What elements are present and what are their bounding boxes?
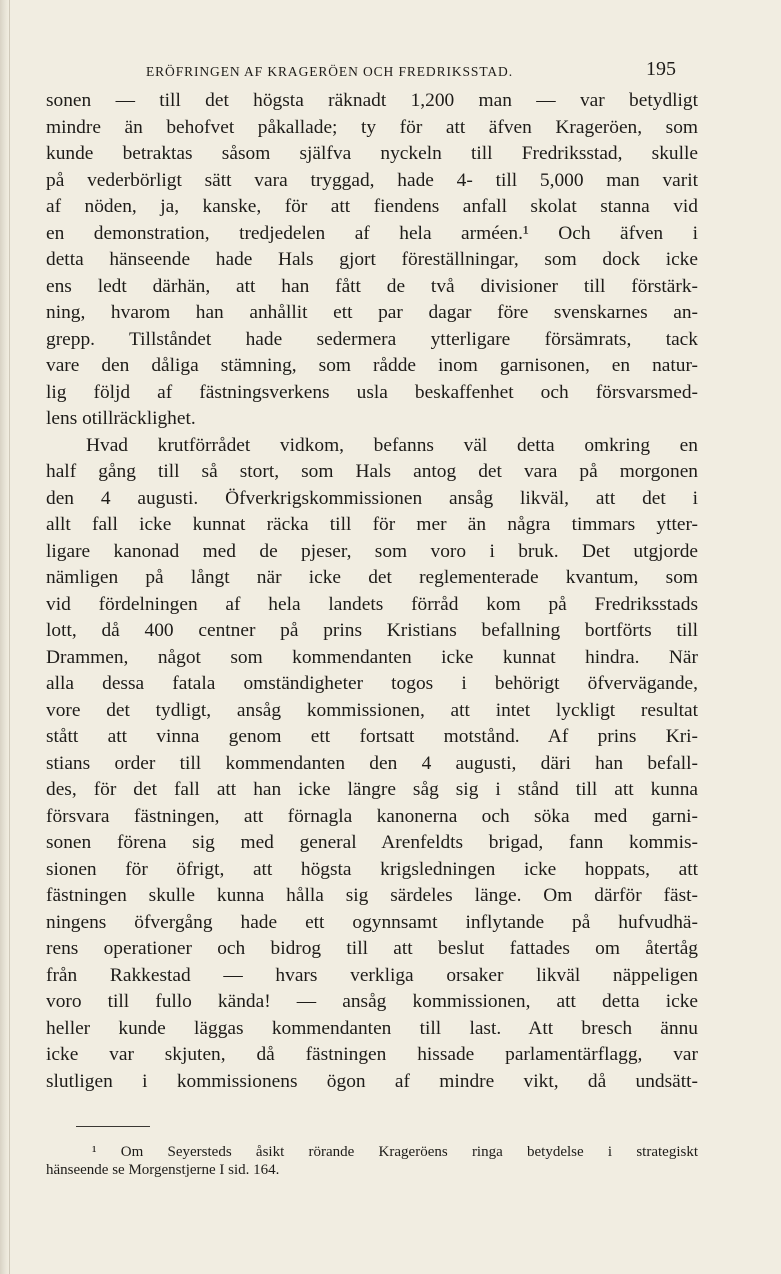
text-line: alla dessa fatala omständigheter togos i behörigt öfvervägande,	[46, 673, 698, 694]
text-line: stians order till kommendanten den 4 augusti, däri han befall-	[46, 752, 698, 774]
text-line: des, för det fall att han icke längre såg sig i stånd till att kunna	[46, 779, 698, 800]
text-line: sonen förena sig med general Arenfeldts brigad, fann kommis-	[46, 832, 698, 853]
text-line: icke var skjuten, då fästningen hissade parlamentärflagg, var	[46, 1044, 698, 1065]
text-line: ning, hvarom han anhållit ett par dagar före svenskarnes an-	[46, 302, 698, 323]
text-line: en demonstration, tredjedelen af hela arméen.¹ Och äfven i	[46, 222, 698, 244]
text-line: nämligen på långt när icke det reglementerade kvantum, som	[46, 567, 698, 588]
text-line: stått att vinna genom ett fortsatt motstånd. Af prins Kri-	[46, 726, 698, 747]
text-line: den 4 augusti. Öfverkrigskommissionen ansåg likväl, att det i	[46, 487, 698, 509]
footnote-line: ¹ Om Seyersteds åsikt rörande Krageröens ringa betydelse i strategiskt	[92, 1144, 698, 1160]
running-head	[46, 56, 698, 86]
text-line: af nöden, ja, kanske, för att fiendens anfall skolat stanna vid	[46, 196, 698, 217]
text-line: voro till fullo kända! — ansåg kommissionen, att detta icke	[46, 991, 698, 1012]
text-line: grepp. Tillståndet hade sedermera ytterligare försämrats, tack	[46, 328, 698, 350]
text-line: lig följd af fästningsverkens usla beskaffenhet och försvarsmed-	[46, 381, 698, 403]
text-line: ens ledt därhän, att han fått de två divisioner till förstärk-	[46, 275, 698, 297]
text-line: vid fördelningen af hela landets förråd kom på Fredriksstads	[46, 593, 698, 615]
text-line: detta hänseende hade Hals gjort föreställningar, som dock icke	[46, 249, 698, 270]
footnote-line: hänseende se Morgenstjerne I sid. 164.	[46, 1162, 280, 1178]
footnote-divider	[76, 1126, 150, 1127]
text-line: allt fall icke kunnat räcka till för mer än några timmars ytter-	[46, 514, 698, 535]
text-line: sonen — till det högsta räknadt 1,200 man — var betydligt	[46, 90, 698, 111]
text-line: kunde betraktas såsom själfva nyckeln till Fredriksstad, skulle	[46, 143, 698, 164]
text-line: heller kunde läggas kommendanten till last. Att bresch ännu	[46, 1017, 698, 1039]
footnotes	[46, 1143, 698, 1179]
page-edge-line	[9, 0, 10, 1274]
text-line: slutligen i kommissionens ögon af mindre vikt, då undsätt-	[46, 1070, 698, 1092]
text-line: ligare kanonad med de pjeser, som voro i bruk. Det utgjorde	[46, 540, 698, 562]
page-edge	[0, 0, 9, 1274]
text-line: rens operationer och bidrog till att beslut fattades om återtåg	[46, 938, 698, 959]
text-line: mindre än behofvet påkallade; ty för att äfven Krageröen, som	[46, 116, 698, 138]
page-number: 195	[646, 58, 676, 80]
text-line: på vederbörligt sätt vara tryggad, hade 4- till 5,000 man varit	[46, 169, 698, 191]
text-line: fästningen skulle kunna hålla sig särdeles länge. Om därför fäst-	[46, 885, 698, 906]
text-line: Drammen, något som kommendanten icke kunnat hindra. När	[46, 646, 698, 668]
body-text	[46, 88, 698, 1095]
text-line: ningens öfvergång hade ett ogynnsamt inflytande på hufvudhä-	[46, 911, 698, 933]
running-head-title: ERÖFRINGEN AF KRAGERÖEN OCH FREDRIKSSTAD.	[146, 64, 513, 79]
text-line: half gång till så stort, som Hals antog det vara på morgonen	[46, 461, 698, 482]
text-line: lott, då 400 centner på prins Kristians befallning bortförts till	[46, 620, 698, 641]
text-line: från Rakkestad — hvars verkliga orsaker likväl näppeligen	[46, 964, 698, 986]
paragraph-end-line: lens otillräcklighet.	[46, 408, 196, 429]
text-line: försvara fästningen, att förnagla kanonerna och söka med garni-	[46, 805, 698, 827]
text-line: vore det tydligt, ansåg kommissionen, att intet lyckligt resultat	[46, 699, 698, 721]
text-line: sionen för öfrigt, att högsta krigsledningen icke hoppats, att	[46, 858, 698, 880]
text-line: vare den dåliga stämning, som rådde inom garnisonen, en natur-	[46, 355, 698, 376]
paragraph-start-line: Hvad krutförrådet vidkom, befanns väl detta omkring en	[86, 434, 698, 456]
